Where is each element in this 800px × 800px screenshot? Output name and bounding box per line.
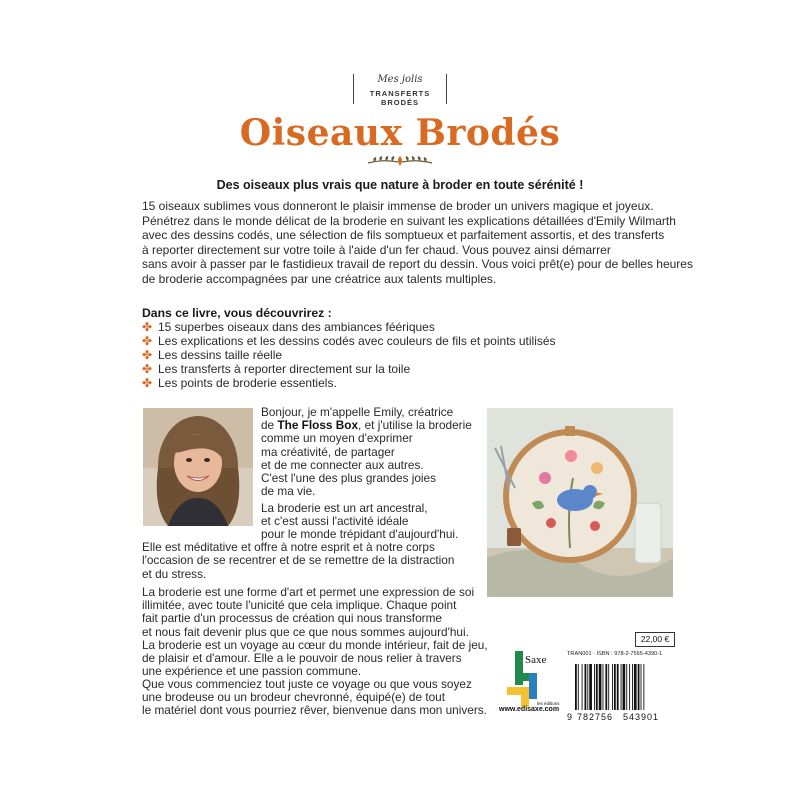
subtitle: Des oiseaux plus vrais que nature à broder en toute sérénité ! [216, 178, 584, 192]
bio-paragraph-2-cont: pour le monde trépidant d'aujourd'hui. Elle est méditative et offre à notre esprit et à notre corps l'occasion de se recentrer et de se remettre de la distraction et du stress. [142, 527, 459, 581]
barcode-digits-left: 782756 [577, 712, 614, 722]
barcode-bars [575, 664, 644, 710]
book-title: Oiseaux Brodés [239, 112, 561, 154]
barcode-bar [638, 664, 640, 710]
barcode-bar [589, 664, 592, 710]
isbn-line: TRAN001 · ISBN : 978-2-7565-4390-1 [567, 651, 663, 657]
series-script: Mes jolis [377, 74, 423, 85]
intro-line: à reporter directement sur votre toile à l'aide d'un fer chaud. Vous pouvez ainsi démarrer [142, 242, 611, 257]
barcode-bar [575, 664, 577, 710]
intro-line: Pénétrez dans le monde délicat de la broderie en suivant les explications détaillées d'Emily Wilmarth [142, 213, 676, 228]
bio-paragraph-2: La broderie est un art ancestral, et c'est aussi l'activité idéale [261, 501, 428, 529]
barcode-bar [599, 664, 602, 710]
barcode-bar [643, 664, 644, 710]
flower-bullet-icon: ✤ [142, 362, 153, 376]
list-item: ✤ Les explications et les dessins codés avec couleurs de fils et points utilisés [142, 334, 556, 348]
intro-line: avec des dessins codés, une sélection de fils somptueux et parfaitement assortis, et des transferts [142, 228, 665, 243]
barcode-bar [596, 664, 598, 710]
publisher-logo [507, 651, 560, 707]
barcode-bar [594, 664, 595, 710]
barcode [565, 660, 673, 722]
discover-heading: Dans ce livre, vous découvrirez : [142, 306, 332, 320]
list-item: ✤ 15 superbes oiseaux dans des ambiances féériques [142, 320, 435, 334]
barcode-digit-lead: 9 [567, 712, 573, 722]
flower-bullet-icon: ✤ [142, 334, 153, 348]
barcode-bar [621, 664, 622, 710]
embroidery-photo [487, 408, 673, 597]
list-item: ✤ Les transferts à reporter directement sur la toile [142, 362, 411, 376]
barcode-bar [605, 664, 607, 710]
barcode-bar [585, 664, 587, 710]
intro-line: sans avoir à passer par le fastidieux travail de report du dessin. Vous voici prêt(e) pour de belles heures [142, 257, 693, 272]
flower-bullet-icon: ✤ [142, 320, 153, 334]
barcode-bar [614, 664, 616, 710]
series-name: TRANSFERTS BRODÉS [369, 89, 431, 107]
publisher-url: www.edisaxe.com [499, 706, 560, 713]
intro-line: 15 oiseaux sublimes vous donneront le plaisir immense de broder un univers magique et joyeux. [142, 199, 654, 213]
barcode-bar [629, 664, 630, 710]
barcode-bar [641, 664, 642, 710]
barcode-bar [578, 664, 579, 710]
publisher-sub: les éditions [537, 701, 560, 706]
brand-name: The Floss Box [277, 418, 359, 433]
barcode-bar [587, 664, 588, 710]
barcode-bar [617, 664, 619, 710]
bio-paragraph-3: La broderie est une forme d'art et permet une expression de soi illimitée, avec toute l'unicité que cela implique. Chaque point fait partie d'un processus de création qui nous transforme et nous fait devenir plus que ce que nous sommes aujourd'hui. La broderie est un voyage au cœur du monde intérieur, fait de jeu, de plaisir et d'amour. Elle a le pouvoir de nous relier à travers une expérience et une passion commune. [142, 585, 488, 679]
flower-bullet-icon: ✤ [142, 348, 153, 362]
intro-paragraph [142, 199, 693, 287]
series-logo [350, 72, 450, 106]
feature-list [142, 320, 556, 390]
barcode-bar [626, 664, 627, 710]
bio-paragraph-1: Bonjour, je m'appelle Emily, créatrice de The Floss Box, et j'utilise la broderie comme un moyen d'exprimer ma créativité, de partager et de me connecter aux autres. C'est l'une des plus grandes joies de ma vie. [261, 405, 472, 499]
list-item: ✤ Les dessins taille réelle [142, 348, 283, 362]
barcode-bar [623, 664, 626, 710]
leaf-ornament-icon [364, 153, 436, 169]
barcode-digits-right: 543901 [623, 712, 660, 722]
price-tag: 22,00 € [635, 632, 675, 647]
barcode-bar [632, 664, 633, 710]
barcode-bar [603, 664, 604, 710]
barcode-bar [612, 664, 613, 710]
author-photo [143, 408, 253, 526]
publisher-name: Saxe [525, 654, 547, 666]
list-item: ✤ Les points de broderie essentiels. [142, 376, 337, 390]
barcode-bar [634, 664, 637, 710]
bio-paragraph-4: Que vous commenciez tout juste ce voyage ou que vous soyez une brodeuse ou un brodeur chevronné, équipé(e) de tout le matériel dont vous pourriez rêver, bienvenue dans mon univers. [142, 677, 487, 718]
intro-line: de broderie accompagnées par une créatrice aux talents multiples. [142, 271, 497, 286]
barcode-bar [582, 664, 583, 710]
flower-bullet-icon: ✤ [142, 376, 153, 390]
barcode-bar [608, 664, 609, 710]
